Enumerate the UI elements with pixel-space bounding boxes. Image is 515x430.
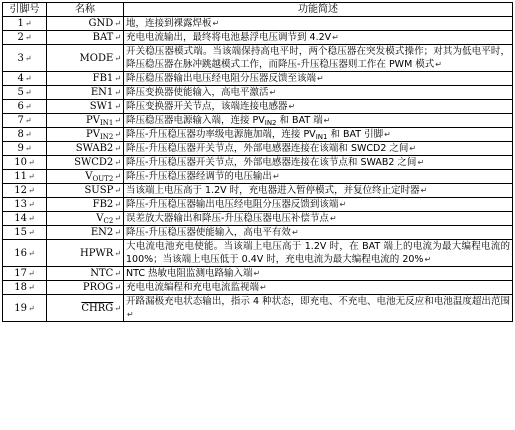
pin-function-text: 降压稳压器电源输入端，连接 PV <box>126 115 265 126</box>
pin-name: V <box>96 213 104 224</box>
pin-name-cell <box>47 240 124 267</box>
pin-number: 14 <box>14 213 28 224</box>
header-function-description: 功能简述 <box>124 3 513 17</box>
pin-function-text: 误差放大器输出和降压-升压稳压器电压补偿节点 <box>126 213 329 224</box>
header-row <box>3 3 513 17</box>
pin-name-cell <box>47 267 124 281</box>
pin-function-text: 充电电流编程和充电电流监视端 <box>126 282 260 293</box>
pin-function-subscript: IN2 <box>264 119 277 127</box>
table-body <box>3 17 513 322</box>
pin-name-cell <box>47 156 124 170</box>
header-pin-number: 引脚号 <box>3 3 47 17</box>
paragraph-mark: ↵ <box>28 158 35 167</box>
pin-number-cell <box>3 156 47 170</box>
pin-number: 7 <box>17 115 24 126</box>
paragraph-mark: ↵ <box>317 74 324 83</box>
pin-function-subscript: IN1 <box>315 133 328 141</box>
table-row <box>3 45 513 72</box>
paragraph-mark: ↵ <box>24 74 32 83</box>
pin-number: 17 <box>14 268 28 279</box>
pin-name-cell <box>47 17 124 31</box>
pin-function-cell <box>124 170 513 184</box>
paragraph-mark: ↵ <box>269 88 277 97</box>
pin-number-cell <box>3 281 47 295</box>
paragraph-mark: ↵ <box>114 200 121 209</box>
pin-number: 9 <box>17 143 24 154</box>
pin-name: PV <box>86 129 100 140</box>
pin-name-cell <box>47 128 124 142</box>
paragraph-mark: ↵ <box>260 283 267 292</box>
pin-function-cell <box>124 128 513 142</box>
pin-number: 11 <box>14 171 28 182</box>
paragraph-mark: ↵ <box>24 102 32 111</box>
pin-name-cell <box>47 295 124 322</box>
paragraph-mark: ↵ <box>24 130 32 139</box>
pin-function-text: 降压变换器开关节点，该端连接电感器 <box>126 101 288 112</box>
table-row <box>3 170 513 184</box>
paragraph-mark: ↵ <box>409 144 417 153</box>
table-row <box>3 212 513 226</box>
paragraph-mark: ↵ <box>253 269 261 278</box>
pin-function-text: 降压-升压稳压器开关节点，外部电感器连接在该端和 SWCD2 之间 <box>126 143 409 154</box>
pin-number-cell <box>3 170 47 184</box>
paragraph-mark: ↵ <box>114 248 121 258</box>
paragraph-mark: ↵ <box>291 228 299 237</box>
table-header <box>3 3 513 17</box>
pin-name-cell <box>47 114 124 128</box>
pin-name-cell <box>47 281 124 295</box>
paragraph-mark: ↵ <box>329 214 337 223</box>
paragraph-mark: ↵ <box>114 130 121 139</box>
pin-function-cell <box>124 114 513 128</box>
pin-function-cell <box>124 17 513 31</box>
paragraph-mark: ↵ <box>114 228 121 237</box>
pin-function-cell <box>124 100 513 114</box>
pin-number-cell <box>3 17 47 31</box>
paragraph-mark: ↵ <box>114 33 121 42</box>
table-row <box>3 281 513 295</box>
pin-function-cell <box>124 198 513 212</box>
pin-number: 3 <box>17 52 24 64</box>
pin-function-text: 当该端上电压高于 1.2V 时，充电器进入暂停模式，并复位终止定时器 <box>126 185 420 196</box>
paragraph-mark: ↵ <box>114 214 121 223</box>
pin-function-text: 充电电流输出，最终将电池悬浮电压调节到 4.2V <box>126 32 332 43</box>
pin-number: 18 <box>14 282 28 293</box>
pin-name: EN1 <box>90 87 114 98</box>
pin-function-text: 开关稳压器模式端。当该端保持高电平时，两个稳压器在突发模式操作；对其为低电平时，降压稳压器在脉冲跳越模式工作，而降压-升压稳压器则工作在 PWM 模式 <box>126 46 510 70</box>
pin-number-cell <box>3 240 47 267</box>
pin-number: 19 <box>14 302 28 314</box>
paragraph-mark: ↵ <box>114 269 121 278</box>
pin-name-cell <box>47 45 124 72</box>
pin-name: CHRG <box>81 302 114 314</box>
pin-function-text: 降压-升压稳压器使能输入，高电平有效 <box>126 227 291 238</box>
paragraph-mark: ↵ <box>28 283 35 292</box>
pin-name-subscript: IN1 <box>99 119 114 127</box>
pin-number-cell <box>3 100 47 114</box>
paragraph-mark: ↵ <box>114 74 121 83</box>
pin-function-text: 降压-升压稳压器开关节点，外部电感器连接在该节点和 SWAB2 之间 <box>126 157 417 168</box>
pin-number: 6 <box>17 101 24 112</box>
pin-name-cell <box>47 226 124 240</box>
paragraph-mark: ↵ <box>24 144 32 153</box>
pin-number-cell <box>3 72 47 86</box>
paragraph-mark: ↵ <box>28 186 35 195</box>
pin-function-table <box>2 2 513 322</box>
pin-number-cell <box>3 31 47 45</box>
pin-function-cell <box>124 281 513 295</box>
paragraph-mark: ↵ <box>288 102 296 111</box>
table-row <box>3 100 513 114</box>
paragraph-mark: ↵ <box>114 19 121 28</box>
pin-name-cell <box>47 142 124 156</box>
pin-name: SW1 <box>89 101 114 112</box>
paragraph-mark: ↵ <box>114 172 121 181</box>
pin-function-text: 降压-升压稳压器输出电压经电阻分压器反馈到该端 <box>126 199 339 210</box>
pin-name-cell <box>47 212 124 226</box>
paragraph-mark: ↵ <box>420 186 428 195</box>
paragraph-mark: ↵ <box>384 130 391 139</box>
table-row <box>3 86 513 100</box>
pin-function-cell <box>124 31 513 45</box>
pin-number-cell <box>3 45 47 72</box>
pin-number-cell <box>3 142 47 156</box>
paragraph-mark: ↵ <box>339 200 347 209</box>
pin-name-cell <box>47 170 124 184</box>
pin-name: FB2 <box>92 199 114 210</box>
pin-number: 15 <box>14 227 28 238</box>
paragraph-mark: ↵ <box>28 200 35 209</box>
pin-name: PV <box>86 115 100 126</box>
pin-name-cell <box>47 184 124 198</box>
pin-function-text: 开路漏极充电状态输出，指示 4 种状态，即充电、不充电、电池无反应和电池温度超出范围 <box>126 296 510 307</box>
table-row <box>3 267 513 281</box>
pin-number-cell <box>3 86 47 100</box>
table-row <box>3 142 513 156</box>
table-row <box>3 295 513 322</box>
pin-number: 2 <box>17 32 24 43</box>
pin-function-cell <box>124 267 513 281</box>
pin-name: NTC <box>90 268 114 279</box>
pin-name-subscript: IN2 <box>99 133 114 141</box>
pin-name-subscript: C2 <box>103 217 114 225</box>
table-row <box>3 114 513 128</box>
pin-number: 4 <box>17 73 24 84</box>
pin-function-text: 降压变换器使能输入，高电平激活 <box>126 87 269 98</box>
pin-function-text: 大电流电池充电使能。当该端上电压高于 1.2V 时，在 BAT 端上的电流为最大编程电流的 100%；当该端上电压低于 0.4V 时，充电电流为最大编程电流的 20% <box>126 241 510 265</box>
paragraph-mark: ↵ <box>212 19 220 28</box>
pin-function-text-tail: 和 BAT 引脚 <box>327 129 384 140</box>
paragraph-mark: ↵ <box>24 88 32 97</box>
paragraph-mark: ↵ <box>323 116 331 125</box>
table-row <box>3 128 513 142</box>
paragraph-mark: ↵ <box>114 144 121 153</box>
pin-function-cell <box>124 156 513 170</box>
pin-number: 13 <box>14 199 28 210</box>
table-row <box>3 156 513 170</box>
pin-number-cell <box>3 226 47 240</box>
pin-function-cell <box>124 226 513 240</box>
pin-function-cell <box>124 45 513 72</box>
paragraph-mark: ↵ <box>114 88 121 97</box>
paragraph-mark: ↵ <box>28 214 35 223</box>
paragraph-mark: ↵ <box>272 172 280 181</box>
table-row <box>3 226 513 240</box>
paragraph-mark: ↵ <box>127 310 134 319</box>
paragraph-mark: ↵ <box>332 33 339 42</box>
pin-number: 8 <box>17 129 24 140</box>
pin-function-cell <box>124 240 513 267</box>
paragraph-mark: ↵ <box>28 172 35 181</box>
pin-name-cell <box>47 72 124 86</box>
pin-name: EN2 <box>90 227 114 238</box>
pin-function-text: NTC 热敏电阻监测电路输入端 <box>126 268 253 279</box>
pin-name: SWAB2 <box>75 143 114 154</box>
pin-name-cell <box>47 100 124 114</box>
pin-name: MODE <box>79 52 114 64</box>
pin-function-text: 降压-升压稳压器功率级电源施加端，连接 PV <box>126 129 316 140</box>
paragraph-mark: ↵ <box>24 33 32 42</box>
pin-number: 12 <box>14 185 28 196</box>
pin-number-cell <box>3 128 47 142</box>
paragraph-mark: ↵ <box>417 158 425 167</box>
pin-name-cell <box>47 198 124 212</box>
paragraph-mark: ↵ <box>114 158 121 167</box>
paragraph-mark: ↵ <box>24 116 32 125</box>
table-row <box>3 31 513 45</box>
pin-number: 1 <box>17 18 24 29</box>
table-row <box>3 72 513 86</box>
pin-name: SWCD2 <box>74 157 114 168</box>
pin-function-cell <box>124 212 513 226</box>
pin-number: 16 <box>14 247 28 259</box>
paragraph-mark: ↵ <box>28 269 35 278</box>
pin-function-cell <box>124 86 513 100</box>
paragraph-mark: ↵ <box>28 228 35 237</box>
pin-name: HPWR <box>80 247 114 259</box>
pin-number-cell <box>3 198 47 212</box>
table-row <box>3 198 513 212</box>
pin-function-text: 降压稳压器输出电压经电阻分压器反馈至该端 <box>126 73 317 84</box>
pin-function-cell <box>124 142 513 156</box>
pin-function-text: 地，连接到裸露焊板 <box>126 18 212 29</box>
pin-function-cell <box>124 184 513 198</box>
pin-function-cell <box>124 295 513 322</box>
pin-name: SUSP <box>84 185 114 196</box>
pin-name-subscript: OUT2 <box>92 175 114 183</box>
pin-function-cell <box>124 72 513 86</box>
pin-name: FB1 <box>92 73 114 84</box>
pin-name: V <box>85 171 93 182</box>
table-row <box>3 184 513 198</box>
pin-number-cell <box>3 267 47 281</box>
table-row <box>3 17 513 31</box>
pin-number-cell <box>3 114 47 128</box>
pin-name: PROG <box>82 282 114 293</box>
pin-name: BAT <box>92 32 114 43</box>
pin-name: GND <box>88 18 114 29</box>
pin-number-cell <box>3 184 47 198</box>
header-pin-name: 名称 <box>47 3 124 17</box>
pin-number: 5 <box>17 87 24 98</box>
paragraph-mark: ↵ <box>114 186 121 195</box>
pin-name-cell <box>47 86 124 100</box>
paragraph-mark: ↵ <box>28 303 35 313</box>
paragraph-mark: ↵ <box>114 53 121 63</box>
table-row <box>3 240 513 267</box>
pin-number: 10 <box>14 157 28 168</box>
pin-function-text: 降压-升压稳压器经调节的电压输出 <box>126 171 272 182</box>
pin-number-cell <box>3 295 47 322</box>
pin-number-cell <box>3 212 47 226</box>
paragraph-mark: ↵ <box>24 53 32 63</box>
pin-function-text-tail: 和 BAT 端 <box>276 115 323 126</box>
paragraph-mark: ↵ <box>114 116 121 125</box>
paragraph-mark: ↵ <box>28 248 35 258</box>
pin-name-cell <box>47 31 124 45</box>
paragraph-mark: ↵ <box>24 19 32 28</box>
paragraph-mark: ↵ <box>424 255 432 264</box>
paragraph-mark: ↵ <box>114 102 121 111</box>
paragraph-mark: ↵ <box>114 283 121 292</box>
paragraph-mark: ↵ <box>435 60 442 69</box>
paragraph-mark: ↵ <box>114 303 121 313</box>
